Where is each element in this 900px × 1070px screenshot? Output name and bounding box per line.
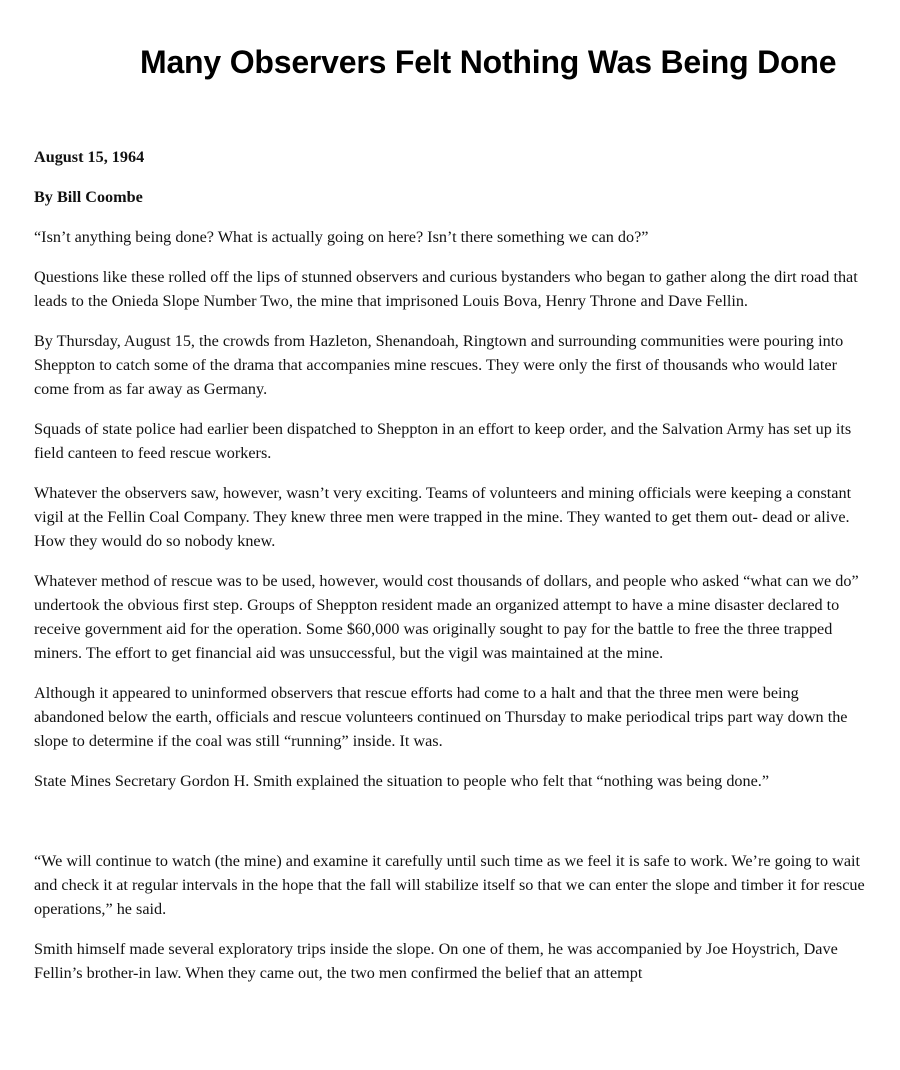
article-body: [34, 145, 870, 1001]
paragraph: State Mines Secretary Gordon H. Smith explained the situation to people who felt that “nothing was being done.”: [34, 772, 770, 790]
article-title: Many Observers Felt Nothing Was Being Done: [140, 44, 837, 80]
article-byline: By Bill Coombe: [34, 188, 143, 206]
paragraph: Although it appeared to uninformed observers that rescue efforts had come to a halt and that the three men were being abandoned below the earth, officials and rescue volunteers continued on Thursday to make periodical trips part way down the slope to determine if the coal was still “running” inside. It was.: [34, 684, 848, 750]
paragraph: Squads of state police had earlier been dispatched to Sheppton in an effort to keep order, and the Salvation Army has set up its field canteen to feed rescue workers.: [34, 420, 852, 462]
paragraph: By Thursday, August 15, the crowds from Hazleton, Shenandoah, Ringtown and surrounding communities were pouring into Sheppton to catch some of the drama that accompanies mine rescues. They were only the first of thousands who would later come from as far away as Germany.: [34, 332, 844, 398]
paragraph: “We will continue to watch (the mine) and examine it carefully until such time as we feel it is safe to work. We’re going to wait and check it at regular intervals in the hope that the fall will stabilize itself so that we can enter the slope and timber it for rescue operations,” he said.: [34, 852, 865, 918]
paragraph: Whatever method of rescue was to be used, however, would cost thousands of dollars, and people who asked “what can we do” undertook the obvious first step. Groups of Sheppton resident made an organized attempt to have a mine disaster declared to receive government aid for the operation. Some $60,000 was originally sought to pay for the battle to free the three trapped miners. The effort to get financial aid was unsuccessful, but the vigil was maintained at the mine.: [34, 572, 859, 662]
paragraph: Whatever the observers saw, however, wasn’t very exciting. Teams of volunteers and mining officials were keeping a constant vigil at the Fellin Coal Company. They knew three men were trapped in the mine. They wanted to get them out- dead or alive. How they would do so nobody knew.: [34, 484, 852, 550]
paragraph: Smith himself made several exploratory trips inside the slope. On one of them, he was accompanied by Joe Hoystrich, Dave Fellin’s brother-in law. When they came out, the two men confirmed the belief that an attempt: [34, 940, 838, 982]
article-date: August 15, 1964: [34, 148, 145, 166]
paragraph: Questions like these rolled off the lips of stunned observers and curious bystanders who began to gather along the dirt road that leads to the Onieda Slope Number Two, the mine that imprisoned Louis Bova, Henry Throne and Dave Fellin.: [34, 268, 858, 310]
paragraph: “Isn’t anything being done? What is actually going on here? Isn’t there something we can do?”: [34, 228, 649, 246]
